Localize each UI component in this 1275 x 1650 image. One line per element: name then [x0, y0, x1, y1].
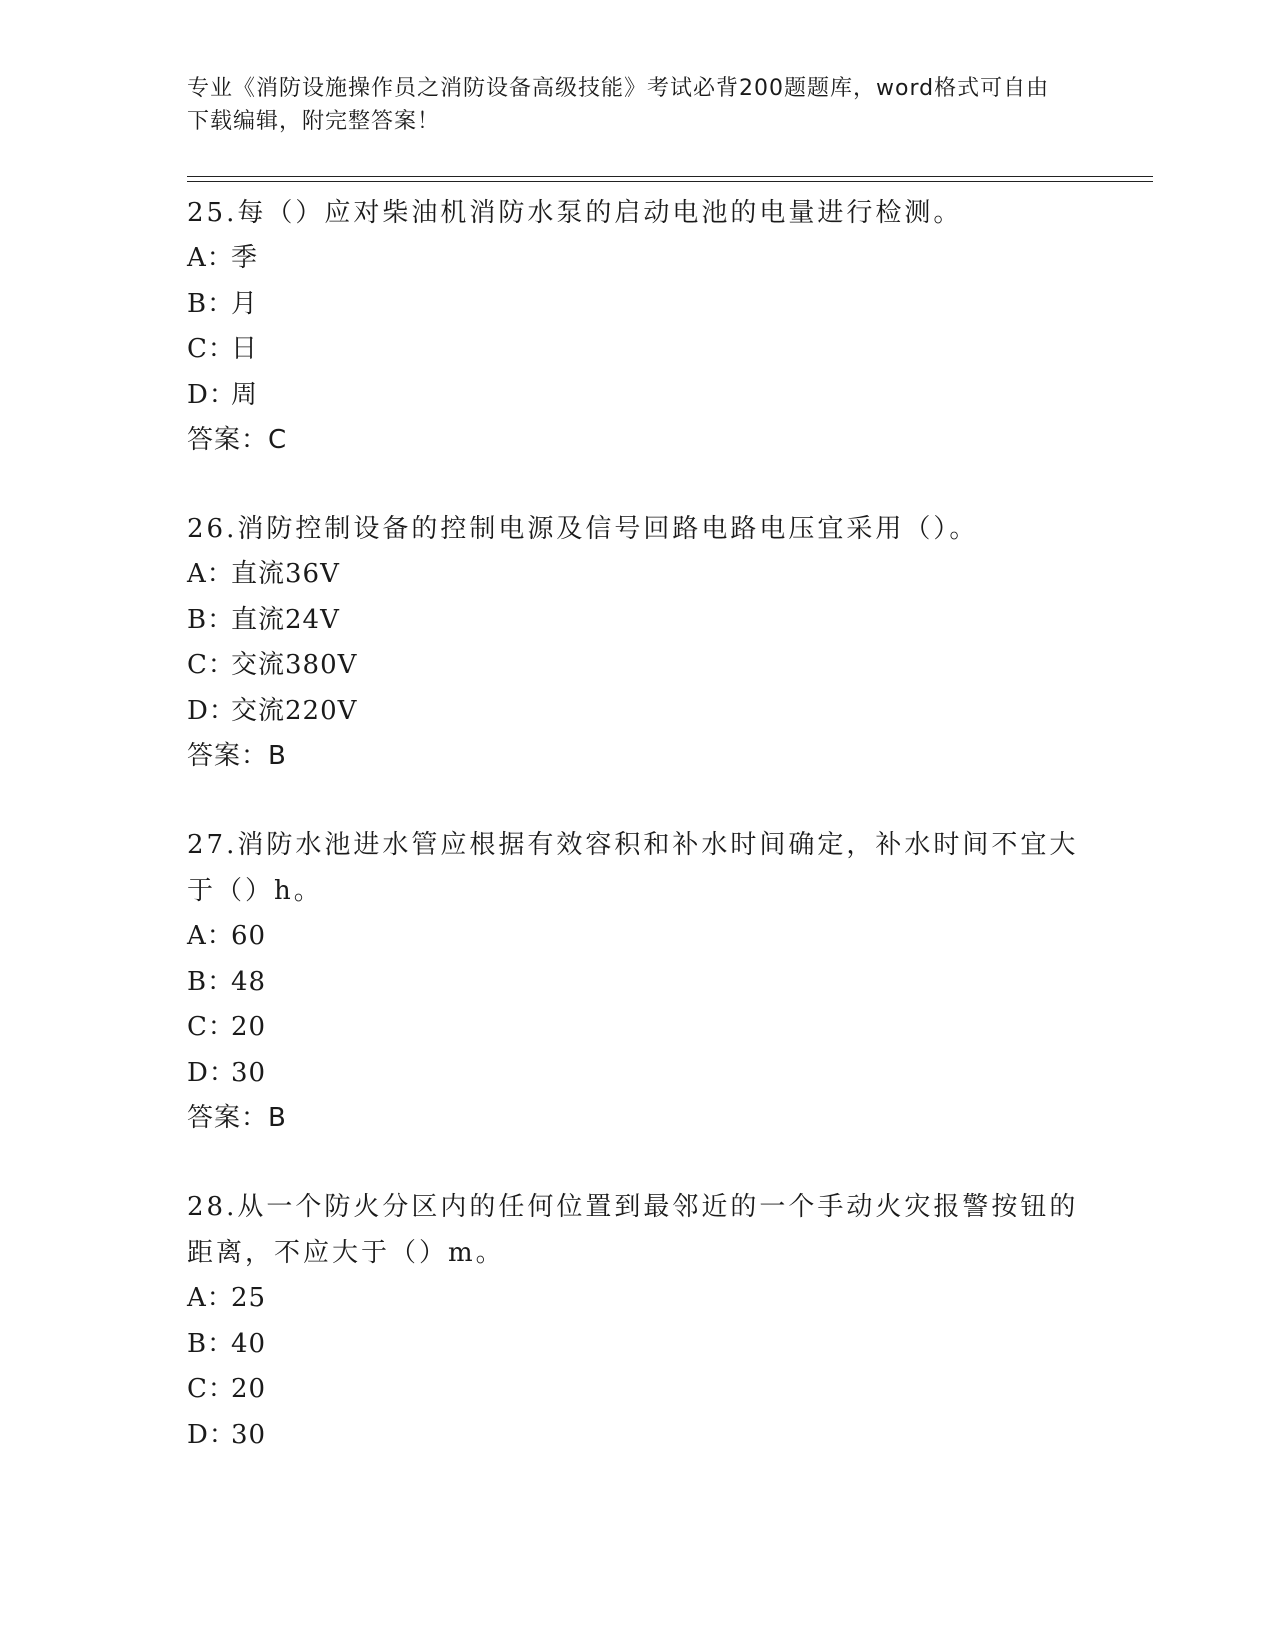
option-text: 季 [231, 243, 259, 273]
option-label: A： [187, 1283, 234, 1313]
option-label: A： [187, 559, 234, 589]
answer-line: 答案：B [187, 1103, 287, 1133]
question-stem: 26.消防控制设备的控制电源及信号回路电路电压宜采用（）。 [187, 514, 979, 544]
question-stem: 25.每（）应对柴油机消防水泵的启动电池的电量进行检测。 [187, 198, 963, 228]
option-label: D： [187, 695, 236, 726]
document-header: 专业《消防设施操作员之消防设备高级技能》考试必背200题题库，word格式可自由下载编辑，附完整答案！ [187, 76, 1050, 134]
option-label: C： [187, 650, 235, 680]
question-27 [187, 822, 1087, 1184]
option-text: 月 [231, 288, 259, 319]
option-text: 直流36V [231, 559, 340, 589]
header-rule-top [187, 176, 1153, 177]
option-a [187, 236, 1087, 282]
option-label: C： [187, 1012, 235, 1042]
option-label: B： [187, 288, 235, 319]
spacer [187, 1140, 1087, 1184]
option-b [187, 1322, 1087, 1368]
option-c [187, 327, 1087, 373]
option-c [187, 1005, 1087, 1051]
option-text: 25 [231, 1283, 267, 1313]
question-28 [187, 1184, 1087, 1458]
option-text: 20 [231, 1374, 267, 1404]
option-label: A： [187, 921, 234, 951]
option-label: D： [187, 1057, 236, 1088]
option-label: B： [187, 604, 235, 635]
option-text: 60 [231, 921, 267, 951]
question-list [187, 190, 1087, 1458]
option-label: C： [187, 334, 235, 364]
option-label: D： [187, 1419, 236, 1450]
option-b [187, 282, 1087, 328]
option-text: 30 [231, 1419, 267, 1450]
option-d [187, 1413, 1087, 1459]
option-d [187, 689, 1087, 735]
option-c [187, 643, 1087, 689]
option-b [187, 598, 1087, 644]
question-26 [187, 506, 1087, 822]
option-d [187, 1051, 1087, 1097]
option-c [187, 1367, 1087, 1413]
option-label: C： [187, 1374, 235, 1404]
option-text: 20 [231, 1012, 267, 1042]
option-a [187, 1276, 1087, 1322]
option-label: B： [187, 1328, 235, 1359]
option-label: D： [187, 379, 236, 410]
option-text: 直流24V [231, 604, 340, 635]
option-a [187, 914, 1087, 960]
option-text: 48 [231, 966, 267, 997]
option-label: B： [187, 966, 235, 997]
option-text: 40 [231, 1328, 267, 1359]
answer-line: 答案：C [187, 425, 288, 455]
answer-line: 答案：B [187, 741, 287, 771]
spacer [187, 462, 1087, 506]
question-25 [187, 190, 1087, 506]
question-stem: 28.从一个防火分区内的任何位置到最邻近的一个手动火灾报警按钮的距离，不应大于（）m。 [187, 1192, 1079, 1268]
option-b [187, 960, 1087, 1006]
option-text: 周 [231, 379, 259, 410]
option-d [187, 373, 1087, 419]
option-a [187, 552, 1087, 598]
option-text: 30 [231, 1057, 267, 1088]
option-text: 日 [231, 334, 259, 364]
option-label: A： [187, 243, 234, 273]
spacer [187, 778, 1087, 822]
option-text: 交流220V [231, 695, 358, 726]
option-text: 交流380V [231, 650, 358, 680]
question-stem: 27.消防水池进水管应根据有效容积和补水时间确定，补水时间不宜大于（）h。 [187, 830, 1079, 906]
header-rule-bottom [187, 181, 1153, 182]
